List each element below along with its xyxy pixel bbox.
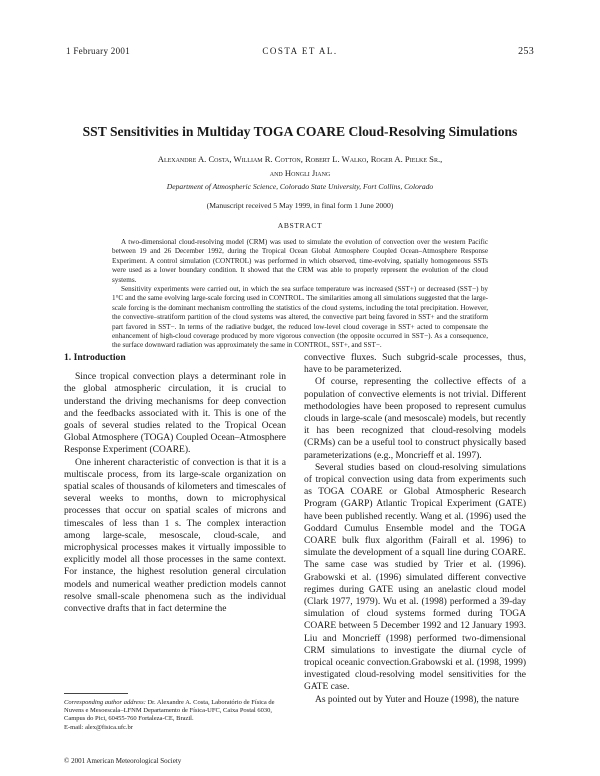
copyright-notice: © 2001 American Meteorological Society: [64, 757, 182, 765]
intro-paragraph-1: Since tropical convection plays a determinant role in the global atmospheric circulation, it is crucial to understand the driving mechanisms for deep convection and the feedbacks associated with it. This is one of the goals of several studies related to the Tropical Ocean Global Atmosphere (TOGA) Coupled Ocean–Atmosphere Response Experiment (COARE).: [64, 372, 286, 456]
author-list: [70, 152, 530, 180]
right-paragraph-1: convective fluxes. Such subgrid-scale processes, thus, have to be parameterized.: [304, 353, 526, 376]
page-number: 253: [518, 46, 534, 57]
footnote-address: Dr. Alexandre A. Costa, Laboratório de Física de Nuvens e Mesoescala–LFNM Departamento de Física-UFC, Caixa Postal 6030, Campus do Pici, 60455-760 Fortaleza-CE, Brazil.: [64, 699, 275, 723]
corresponding-author-footnote: [64, 699, 286, 732]
right-paragraph-3: Several studies based on cloud-resolving simulations of tropical convection using data from experiments such as TOGA COARE or Global Atmospheric Research Program (GARP) Atlantic Tropical Experiment (GATE) have been published recently. Wang et al. (1996) used the Goddard Cumulus Ensemble model and the TOGA COARE bulk flux algorithm (Fairall et al. 1996) to simulate the development of a squall line during COARE. The same case was studied by Trier et al. (1996). Grabowski et al. (1996) simulated different convective regimes during GATE using an anelastic cloud model (Clark 1977, 1979). Wu et al. (1998) performed a 39-day simulation of cloud systems formed during TOGA COARE between 5 December 1992 and 12 January 1993. Liu and Moncrieff (1998) performed two-dimensional CRM simulations to investigate the diurnal cycle of tropical oceanic convection.Grabowski et al. (1998, 1999) investigated cloud-resolving model sensitivities for the GATE case.: [304, 462, 526, 693]
author-line-1: Alexandre A. Costa, William R. Cotton, Robert L. Walko, Roger A. Pielke Sr.,: [157, 154, 443, 164]
right-paragraph-2: Of course, representing the collective effects of a population of convective elements is not trivial. Different methodologies have been proposed to represent cumulus clouds in large-scale (and mesoscale) models, but recently it has been recognized that cloud-resolving models (CRMs) can be a useful tool to construct physically based parameterizations (e.g., Moncrieff et al. 1997).: [304, 377, 526, 461]
right-paragraph-4: As pointed out by Yuter and Houze (1998), the nature: [315, 694, 519, 705]
section-heading-introduction: 1. Introduction: [64, 352, 126, 363]
left-column: [64, 352, 286, 615]
abstract-paragraph-1: A two-dimensional cloud-resolving model (CRM) was used to simulate the evolution of convection over the western Pacific between 19 and 26 December 1992, during the Tropical Ocean Global Atmosphere Coupled Ocean–Atmosphere Response Experiment. A control simulation (CONTROL) was performed in which observed, time-evolving, spatially homogeneous SSTs were used as a lower boundary condition. It showed that the CRM was able to properly represent the evolution of the cloud systems.: [112, 238, 488, 284]
paper-title: SST Sensitivities in Multiday TOGA COARE Cloud-Resolving Simulations: [82, 124, 518, 139]
intro-paragraph-2: One inherent characteristic of convection is that it is a multiscale process, from its large-scale organization on spatial scales of thousands of kilometers and timescales of several weeks to months, down to microphysical processes that occur on spatial scales of microns and timescales of less than 1 s. The complex interaction among large-scale, mesoscale, cloud-scale, and microphysical processes makes it virtually impossible to explicitly model all those processes in the same context. For instance, the highest resolution general circulation models and numerical weather prediction models cannot resolve small-scale phenomena such as the individual convective drafts that in fact determine the: [64, 457, 286, 615]
manuscript-received: (Manuscript received 5 May 1999, in final form 1 June 2000): [206, 201, 394, 210]
right-column: [304, 352, 526, 706]
abstract-heading: ABSTRACT: [277, 221, 323, 230]
footnote-email: E-mail: alex@fisica.ufc.br: [64, 723, 133, 731]
abstract-paragraph-2: Sensitivity experiments were carried out, in which the sea surface temperature was increased (SST+) or decreased (SST−) by 1°C and the same evolving large-scale forcing used in CONTROL. The similarities among all simulations suggested that the large-scale forcing is the dominant mechanism controlling the statistics of the cloud systems, including the total precipitation. However, the convective–stratiform partition of the cloud systems was altered, the convective part being favored in SST+ and the stratiform part favored in SST−. In terms of the radiative budget, the reduced low-level cloud coverage in SST+ acted to compensate the enhancement of high-cloud coverage produced by more vigorous convection (the opposite occurred in SST−). As a consequence, the surface downward radiation was approximately the same in CONTROL, SST+, and SST−.: [112, 285, 488, 350]
running-header-date: 1 February 2001: [66, 46, 130, 56]
author-line-2: and Hongli Jiang: [269, 168, 331, 178]
affiliation: Department of Atmospheric Science, Colorado State University, Fort Collins, Colorado: [166, 182, 434, 191]
running-header-authors: COSTA ET AL.: [262, 46, 338, 56]
footnote-rule: [64, 693, 128, 694]
footnote-heading: Corresponding author address:: [64, 699, 146, 706]
